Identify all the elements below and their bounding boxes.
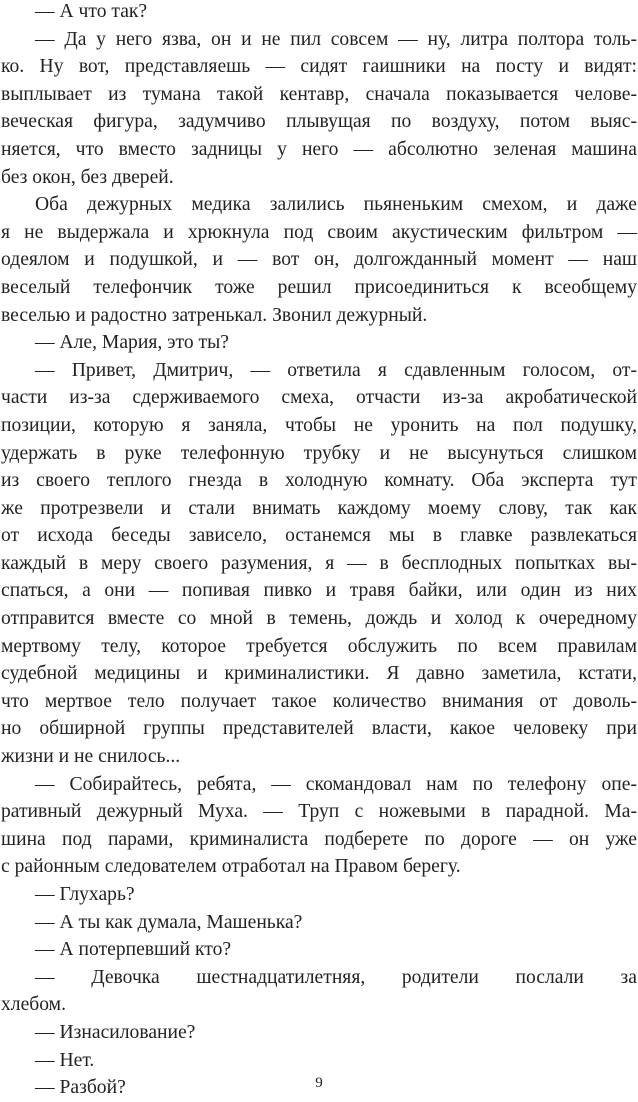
text-line: — А что так? [35, 1, 148, 22]
text-line: части из-за сдерживаемого смеха, отчасти из-за акробатической [1, 387, 637, 409]
page-number: 9 [315, 1075, 323, 1091]
text-line: — Глухарь? [35, 884, 135, 905]
text-line: что мертвое тело получает такое количество внимания от доволь- [1, 690, 637, 712]
text-line: каждый в меру своего разумения, я — в бесплодных попытках вы- [1, 552, 637, 574]
text-line: веческая фигура, задумчиво плывущая по воздуху, потом выяс- [1, 111, 637, 133]
text-line: позиции, которую я заняла, чтобы не уронить на пол подушку, [1, 414, 637, 436]
text-line: удержать в руке телефонную трубку и не высунуться слишком [1, 442, 637, 464]
text-line: но обширной группы представителей власти, какое человеку при [1, 718, 637, 740]
text-line: от исхода беседы зависело, останемся мы в главке развлекаться [1, 525, 637, 547]
text-line: с районным следователем отработал на Правом берегу. [1, 856, 461, 878]
text-line: судебной медицины и криминалистики. Я давно заметила, кстати, [1, 663, 637, 685]
text-line: же протрезвели и стали внимать каждому моему слову, так как [1, 497, 637, 519]
text-line: шина под парами, криминалиста подберете по дороге — он уже [1, 828, 637, 850]
text-line: — Собирайтесь, ребята, — скомандовал нам по телефону опе- [35, 773, 637, 795]
text-line: няется, что вместо задницы у него — абсолютно зеленая машина [1, 138, 637, 160]
text-line: — А ты как думала, Машенька? [35, 911, 303, 933]
text-line: хлебом. [1, 994, 66, 1016]
text-line: — Привет, Дмитрич, — ответила я сдавленным голосом, от- [35, 359, 637, 381]
text-line: — Изнасилование? [35, 1021, 196, 1043]
text-line: спаться, а они — попивая пивко и травя байки, или один из них [1, 580, 637, 602]
text-line: без окон, без дверей. [1, 166, 174, 188]
text-line: ко. Ну вот, представляешь — сидят гаишники на посту и видят: [1, 56, 637, 78]
text-line: Оба дежурных медика залились пьяненьким смехом, и даже [35, 194, 637, 216]
text-line: веселью и радостно затренькал. Звонил дежурный. [1, 304, 428, 326]
text-line: — Нет. [35, 1049, 95, 1071]
text-line: — А потерпевший кто? [35, 939, 232, 961]
text-line: — Да у него язва, он и не пил совсем — ну, литра полтора толь- [35, 28, 637, 50]
text-line: одеялом и подушкой, и — вот он, долгожданный момент — наш [1, 249, 637, 271]
text-line: ративный дежурный Муха. — Труп с ножевыми в парадной. Ма- [1, 801, 637, 823]
text-line: мертвому телу, которое требуется обслужить по всем правилам [1, 635, 637, 657]
text-line: выплывает из тумана такой кентавр, сначала показывается челове- [1, 83, 637, 105]
text-line: из своего теплого гнезда в холодную комнату. Оба эксперта тут [1, 470, 637, 492]
text-line: веселый телефончик тоже решил присоединиться к всеобщему [1, 276, 637, 298]
body-text [1, 0, 637, 1102]
text-line: — Але, Мария, это ты? [35, 332, 229, 354]
text-line: — Разбой? [35, 1077, 126, 1099]
text-line: отправится вместе со мной в темень, дождь и холод к очередному [1, 608, 637, 630]
text-line: — Девочка шестнадцатилетняя, родители послали за [35, 966, 637, 988]
text-line: я не выдержала и хрюкнула под своим акустическим фильтром — [1, 221, 637, 243]
text-line: жизни и не снилось... [1, 746, 181, 768]
